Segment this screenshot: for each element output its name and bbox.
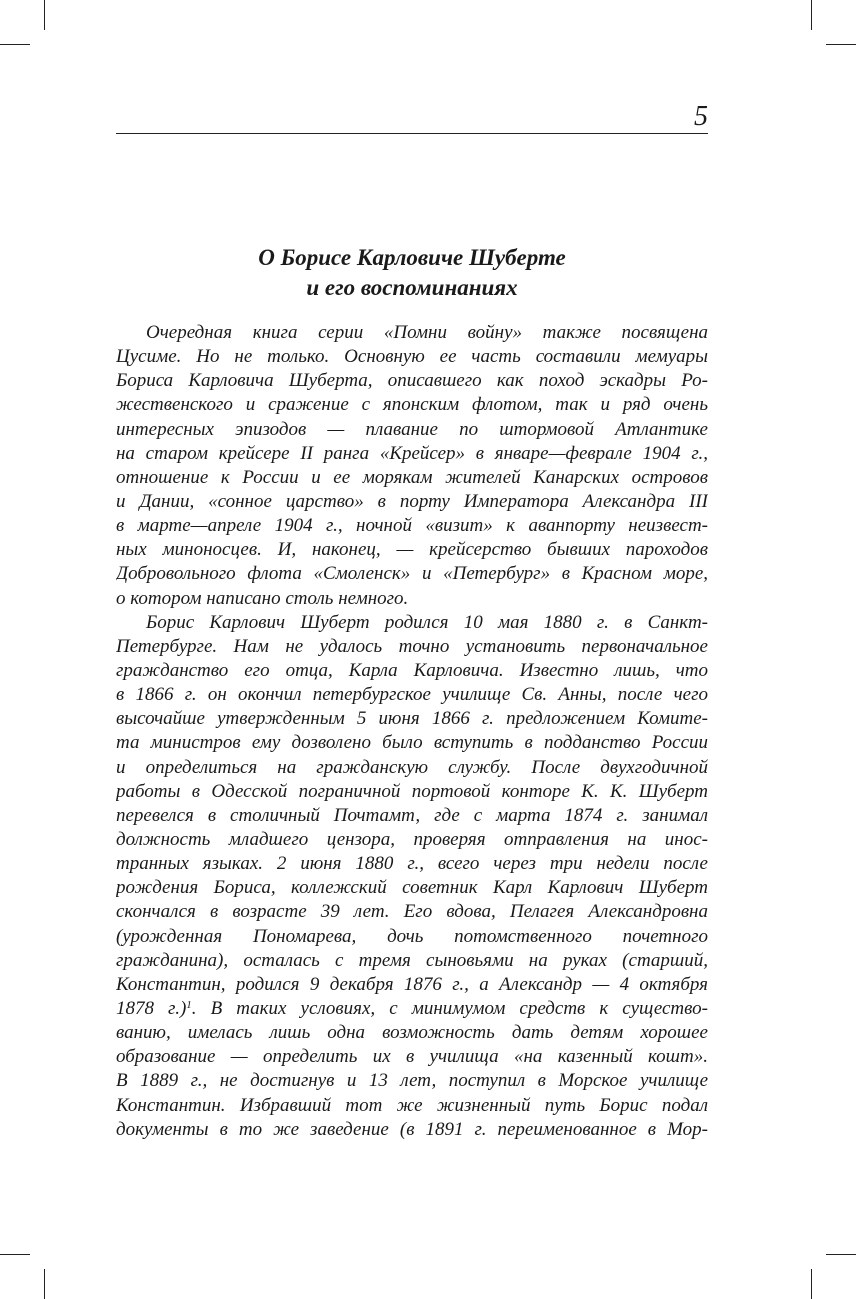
text-line: Борис Карлович Шуберт родился 10 мая 1880 г. в Санкт- bbox=[146, 611, 708, 633]
text-line: и определиться на гражданскую службу. После двухгодичной bbox=[116, 756, 708, 778]
crop-mark-bottom-right bbox=[811, 1269, 812, 1299]
text-line: высочайше утвержденным 5 июня 1866 г. предложением Комите- bbox=[116, 708, 708, 730]
text-line: в 1866 г. он окончил петербургское училище Св. Анны, после чего bbox=[116, 684, 708, 706]
text-line-end: . В таких условиях, с минимумом средств к существо- bbox=[191, 997, 708, 1019]
text-line: Очередная книга серии «Помни войну» также посвящена bbox=[146, 322, 708, 343]
text-line: на старом крейсере II ранга «Крейсер» в январе—феврале 1904 г., bbox=[116, 442, 708, 464]
crop-mark-bottom-left bbox=[44, 1269, 45, 1299]
text-line: ванию, имелась лишь одна возможность дать детям хорошее bbox=[116, 1022, 708, 1044]
chapter-title-line-1: О Борисе Карловиче Шуберте bbox=[258, 245, 566, 270]
header-rule bbox=[116, 133, 708, 134]
crop-mark-top-right-h bbox=[826, 44, 856, 45]
text-line: гражданина), осталась с тремя сыновьями на руках (старший, bbox=[116, 949, 708, 971]
chapter-title-line-2: и его воспоминаниях bbox=[306, 275, 518, 300]
text-line-start: 1878 г.) bbox=[116, 997, 187, 1019]
text-line: Петербурге. Нам не удалось точно установить первоначальное bbox=[116, 635, 708, 657]
text-line: и Дании, «сонное царство» в порту Императора Александра III bbox=[116, 490, 708, 512]
text-line: Цусиме. Но не только. Основную ее часть составили мемуары bbox=[116, 346, 708, 368]
text-line: Константин, родился 9 декабря 1876 г., а Александр — 4 октября bbox=[116, 973, 708, 995]
text-line: та министров ему дозволено было вступить в подданство России bbox=[116, 732, 708, 754]
crop-mark-top-left bbox=[44, 0, 45, 30]
text-line: В 1889 г., не достигнув и 13 лет, поступил в Морское училище bbox=[116, 1070, 708, 1092]
footnote-marker[interactable]: 1 bbox=[186, 998, 192, 1011]
text-line: работы в Одесской пограничной портовой конторе К. К. Шуберт bbox=[116, 780, 708, 802]
text-line: перевелся в столичный Почтамт, где с марта 1874 г. занимал bbox=[116, 804, 708, 826]
body-text bbox=[116, 321, 708, 1142]
text-line: ных миноносцев. И, наконец, — крейсерство бывших пароходов bbox=[116, 539, 708, 561]
text-line: о котором написано столь немного. bbox=[116, 587, 409, 609]
crop-mark-top-right bbox=[811, 0, 812, 30]
text-line: должность младшего цензора, проверяя отправления на инос- bbox=[116, 828, 708, 850]
crop-mark-top-left-h bbox=[0, 44, 30, 45]
text-line: транных языках. 2 июня 1880 г., всего через три недели после bbox=[116, 853, 708, 875]
text-line: Добровольного флота «Смоленск» и «Петербург» в Красном море, bbox=[116, 563, 708, 585]
chapter-title bbox=[116, 243, 708, 303]
text-line: жественского и сражение с японским флотом, так и ряд очень bbox=[116, 394, 708, 416]
text-line: образование — определить их в училища «на казенный кошт». bbox=[116, 1046, 708, 1068]
page-number: 5 bbox=[694, 101, 708, 132]
text-line: Константин. Избравший тот же жизненный путь Борис подал bbox=[116, 1094, 708, 1116]
crop-mark-bottom-right-h bbox=[826, 1254, 856, 1255]
text-line: интересных эпизодов — плавание по штормовой Атлантике bbox=[116, 418, 708, 440]
text-line: документы в то же заведение (в 1891 г. переименованное в Мор- bbox=[116, 1118, 708, 1140]
crop-mark-bottom-left-h bbox=[0, 1254, 30, 1255]
text-line: (урожденная Пономарева, дочь потомственного почетного bbox=[116, 925, 708, 947]
text-line: рождения Бориса, коллежский советник Карл Карлович Шуберт bbox=[116, 877, 708, 899]
text-line: в марте—апреле 1904 г., ночной «визит» к аванпорту неизвест- bbox=[116, 515, 708, 537]
text-line: отношение к России и ее морякам жителей Канарских островов bbox=[116, 466, 708, 488]
text-line: скончался в возрасте 39 лет. Его вдова, Пелагея Александровна bbox=[116, 901, 708, 923]
text-line-with-footnote bbox=[116, 997, 708, 1021]
text-line: гражданство его отца, Карла Карловича. Известно лишь, что bbox=[116, 659, 708, 681]
text-line: Бориса Карловича Шуберта, описавшего как поход эскадры Ро- bbox=[116, 370, 708, 392]
